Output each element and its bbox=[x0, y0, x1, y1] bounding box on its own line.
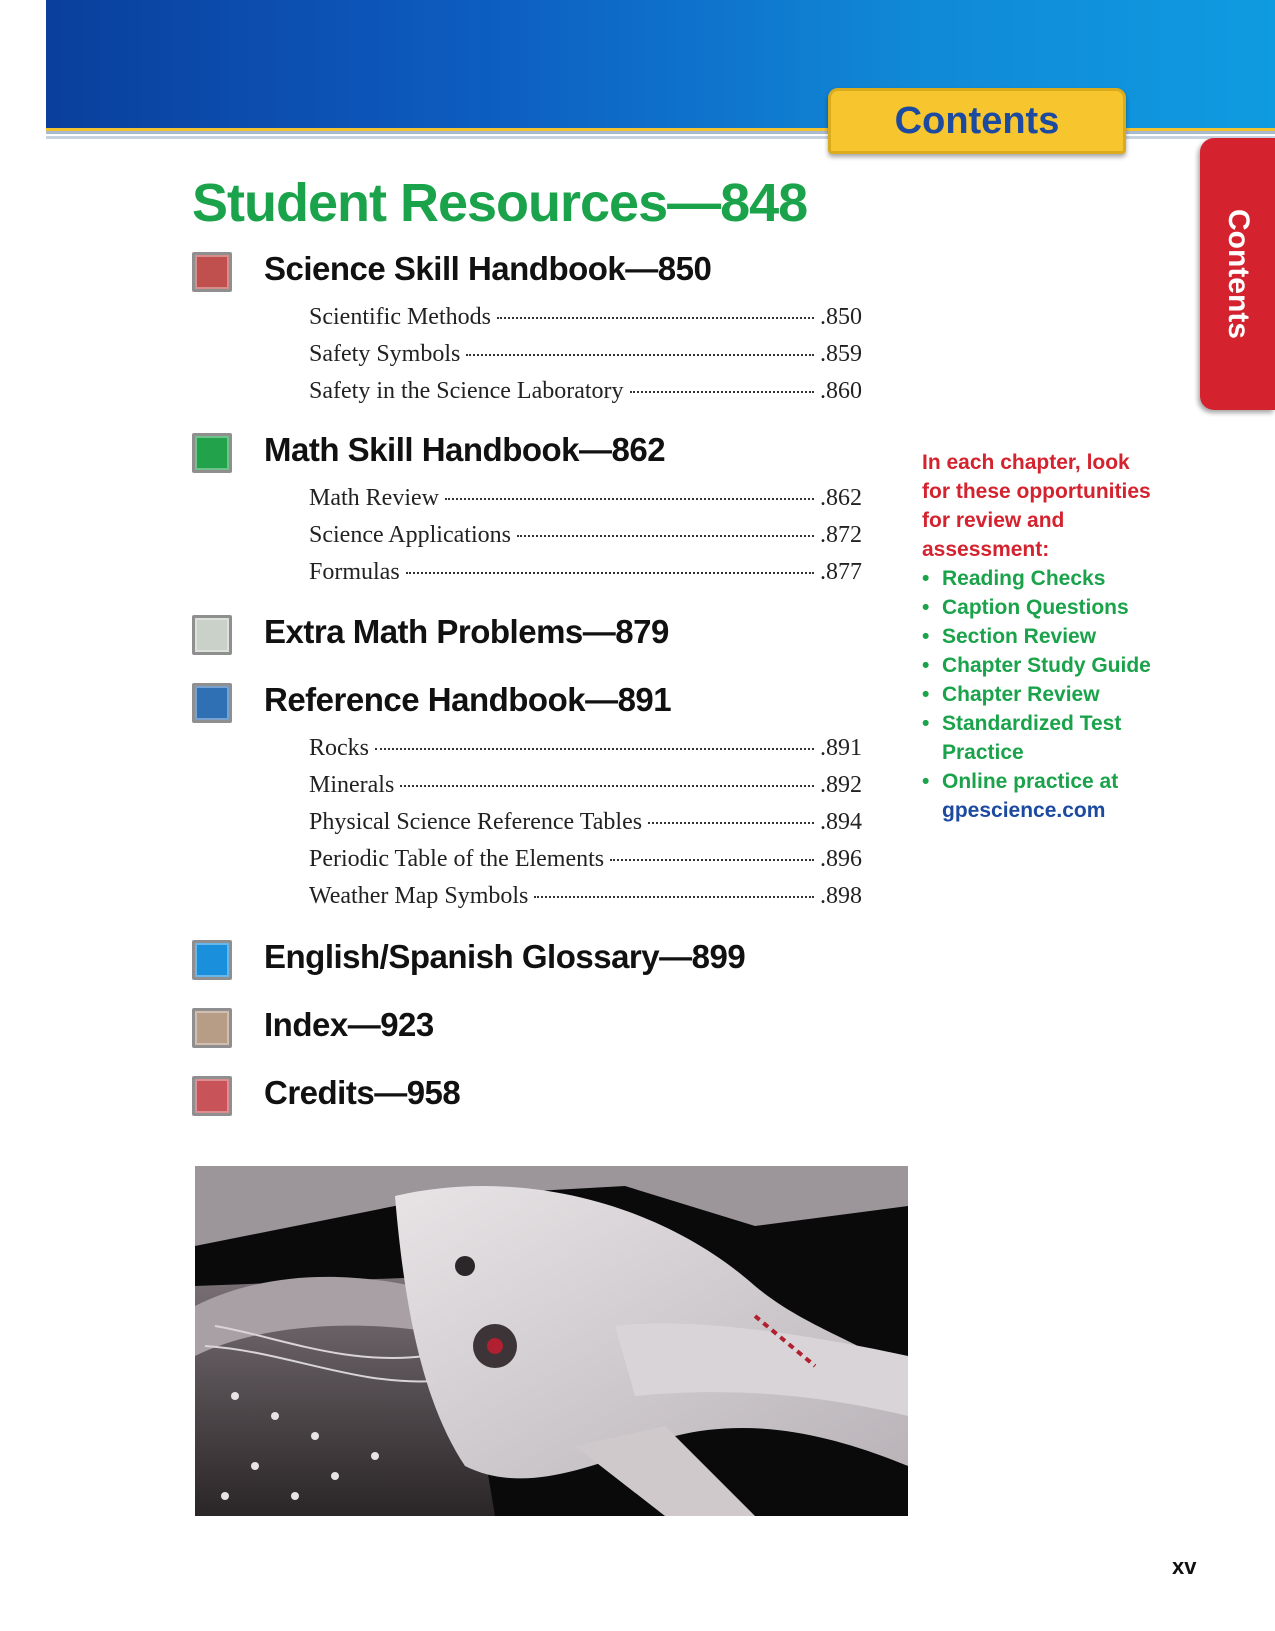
sidebar-item: • Chapter Review bbox=[922, 680, 1162, 709]
leader-dots bbox=[466, 354, 814, 356]
section-heading: Extra Math Problems—879 bbox=[264, 613, 669, 650]
toc-entry bbox=[309, 559, 862, 586]
section-heading: Credits—958 bbox=[264, 1074, 461, 1111]
entry-label: Formulas bbox=[309, 559, 400, 585]
entry-label: Safety Symbols bbox=[309, 341, 461, 367]
section-swatch bbox=[192, 940, 232, 980]
section-swatch bbox=[192, 683, 232, 723]
astronaut-photo-art bbox=[195, 1166, 908, 1516]
section-heading: Reference Handbook—891 bbox=[264, 681, 672, 718]
sidebar-intro: In each chapter, look for these opportunities for review and assessment: bbox=[922, 451, 1151, 561]
toc-entry bbox=[309, 772, 862, 799]
entry-label: Safety in the Science Laboratory bbox=[309, 378, 624, 404]
section-swatch bbox=[192, 252, 232, 292]
entry-page: .896 bbox=[820, 846, 862, 872]
toc-entry bbox=[309, 485, 862, 512]
entry-label: Minerals bbox=[309, 772, 395, 798]
section-swatch bbox=[192, 615, 232, 655]
entry-page: .892 bbox=[820, 772, 862, 798]
entry-label: Science Applications bbox=[309, 522, 511, 548]
leader-dots bbox=[445, 498, 814, 500]
entry-page: .859 bbox=[820, 341, 862, 367]
sidebar-online-label: Online practice at bbox=[942, 770, 1119, 793]
section-swatch bbox=[192, 1076, 232, 1116]
review-sidebar bbox=[922, 448, 1162, 825]
section-swatch bbox=[192, 1008, 232, 1048]
entry-label: Periodic Table of the Elements bbox=[309, 846, 605, 872]
toc-entry bbox=[309, 341, 862, 368]
entry-page: .891 bbox=[820, 735, 862, 761]
website-link[interactable]: gpescience.com bbox=[942, 799, 1106, 822]
entry-page: .860 bbox=[820, 378, 862, 404]
toc-entry bbox=[309, 304, 862, 331]
entry-page: .877 bbox=[820, 559, 862, 585]
section-heading: English/Spanish Glossary—899 bbox=[264, 938, 746, 975]
entry-label: Weather Map Symbols bbox=[309, 883, 529, 909]
entry-label: Rocks bbox=[309, 735, 369, 761]
sidebar-list bbox=[922, 564, 1162, 825]
toc-entry bbox=[309, 735, 862, 762]
sidebar-item: • Section Review bbox=[922, 622, 1162, 651]
section-heading: Science Skill Handbook—850 bbox=[264, 250, 712, 287]
entry-label: Physical Science Reference Tables bbox=[309, 809, 643, 835]
entry-page: .898 bbox=[820, 883, 862, 909]
entry-page: .850 bbox=[820, 304, 862, 330]
leader-dots bbox=[400, 785, 814, 787]
toc-entry bbox=[309, 378, 862, 405]
sidebar-item-online bbox=[922, 767, 1162, 825]
leader-dots bbox=[406, 572, 814, 574]
page-title: Student Resources—848 bbox=[192, 173, 808, 233]
section-heading: Index—923 bbox=[264, 1006, 434, 1043]
leader-dots bbox=[497, 317, 814, 319]
entry-label: Scientific Methods bbox=[309, 304, 491, 330]
entry-page: .872 bbox=[820, 522, 862, 548]
leader-dots bbox=[375, 748, 814, 750]
leader-dots bbox=[610, 859, 814, 861]
toc-entry bbox=[309, 522, 862, 549]
leader-dots bbox=[534, 896, 814, 898]
section-swatch bbox=[192, 433, 232, 473]
entry-label: Math Review bbox=[309, 485, 439, 511]
entry-page: .862 bbox=[820, 485, 862, 511]
side-tab-label: Contents bbox=[1221, 209, 1255, 339]
toc-entry bbox=[309, 883, 862, 910]
astronaut-photo bbox=[195, 1166, 908, 1516]
sidebar-item: • Chapter Study Guide bbox=[922, 651, 1162, 680]
entry-page: .894 bbox=[820, 809, 862, 835]
sidebar-item: • Reading Checks bbox=[922, 564, 1162, 593]
toc-entry bbox=[309, 846, 862, 873]
leader-dots bbox=[517, 535, 814, 537]
section-heading: Math Skill Handbook—862 bbox=[264, 431, 666, 468]
sidebar-item: • Caption Questions bbox=[922, 593, 1162, 622]
side-contents-tab bbox=[1200, 138, 1275, 410]
sidebar-item: • Standardized Test Practice bbox=[922, 709, 1162, 767]
page-number: xv bbox=[1172, 1554, 1197, 1579]
leader-dots bbox=[648, 822, 814, 824]
leader-dots bbox=[630, 391, 814, 393]
contents-tab: Contents bbox=[828, 88, 1126, 154]
toc-entry bbox=[309, 809, 862, 836]
